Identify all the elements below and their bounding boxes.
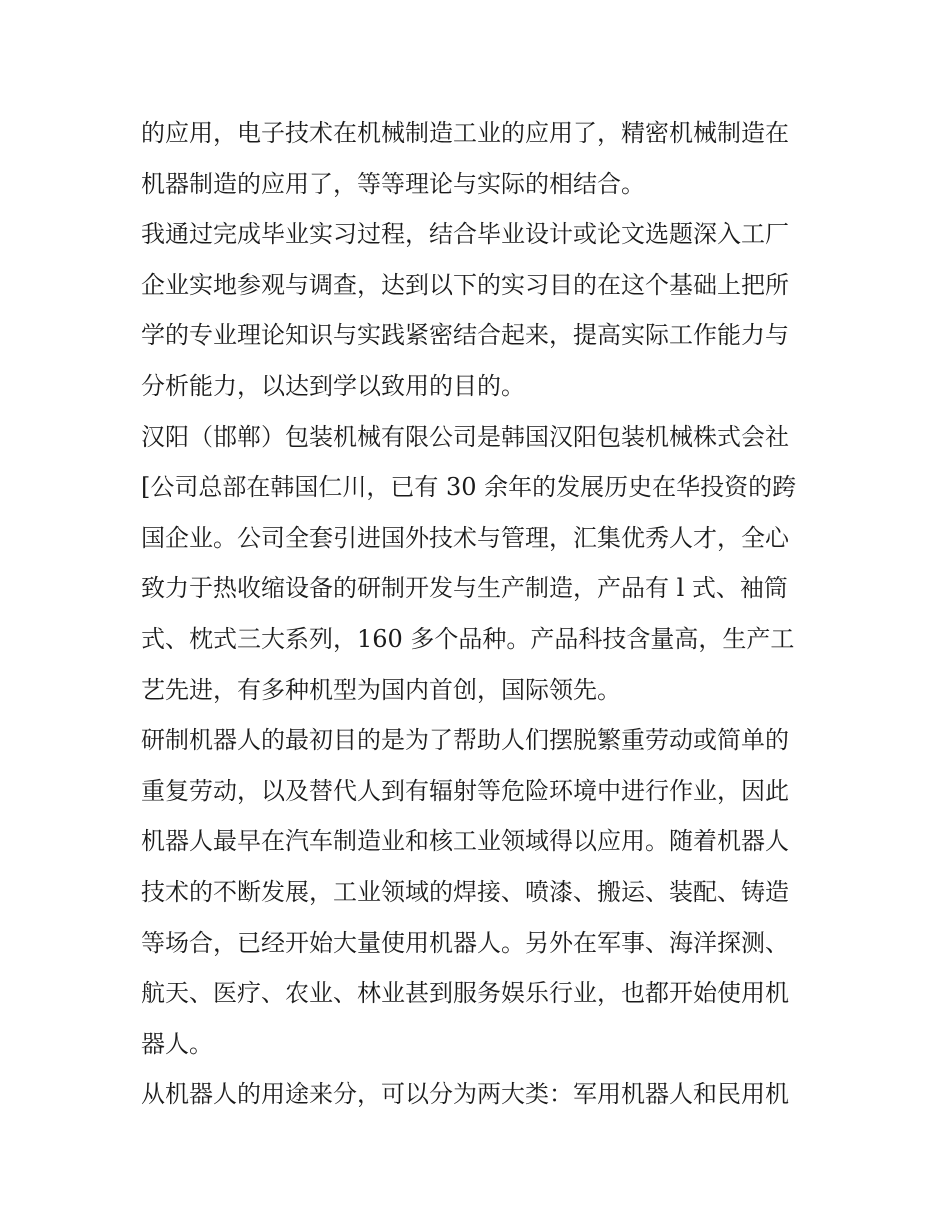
text-line: 器人。 <box>141 1029 213 1058</box>
text-line: 研制机器人的最初目的是为了帮助人们摆脱繁重劳动或简单的 <box>141 726 789 755</box>
text-line: 技术的不断发展，工业领域的焊接、喷漆、搬运、装配、铸造 <box>141 877 789 906</box>
text-line: 艺先进，有多种机型为国内首创，国际领先。 <box>141 675 621 704</box>
text-line: 国企业。公司全套引进国外技术与管理，汇集优秀人才，全心 <box>141 523 789 552</box>
text-line: 从机器人的用途来分，可以分为两大类：军用机器人和民用机 <box>141 1080 789 1109</box>
text-line: 等场合，已经开始大量使用机器人。另外在军事、海洋探测、 <box>141 928 789 957</box>
text-line: 企业实地参观与调查，达到以下的实习目的在这个基础上把所 <box>141 270 789 299</box>
text-line: 的应用，电子技术在机械制造工业的应用了，精密机械制造在 <box>141 119 789 147</box>
text-line: 致力于热收缩设备的研制开发与生产制造，产品有 l 式、袖筒 <box>141 574 788 603</box>
text-line: 汉阳（邯郸）包装机械有限公司是韩国汉阳包装机械株式会社 <box>141 422 789 451</box>
text-line: 分析能力，以达到学以致用的目的。 <box>141 371 525 400</box>
text-line: 航天、医疗、农业、林业甚到服务娱乐行业，也都开始使用机 <box>141 979 789 1008</box>
text-line: 重复劳动，以及替代人到有辐射等危险环境中进行作业，因此 <box>141 776 789 805</box>
text-line: 我通过完成毕业实习过程，结合毕业设计或论文选题深入工厂 <box>141 220 789 249</box>
text-line: 机器人最早在汽车制造业和核工业领域得以应用。随着机器人 <box>141 827 789 856</box>
text-line: [公司总部在韩国仁川，已有 30 余年的发展历史在华投资的跨 <box>141 473 797 502</box>
text-line: 机器制造的应用了，等等理论与实际的相结合。 <box>141 169 645 198</box>
text-line: 式、枕式三大系列，160 多个品种。产品科技含量高，生产工 <box>141 624 795 653</box>
body-text <box>141 108 821 1120</box>
text-line: 学的专业理论知识与实践紧密结合起来，提高实际工作能力与 <box>141 321 789 350</box>
